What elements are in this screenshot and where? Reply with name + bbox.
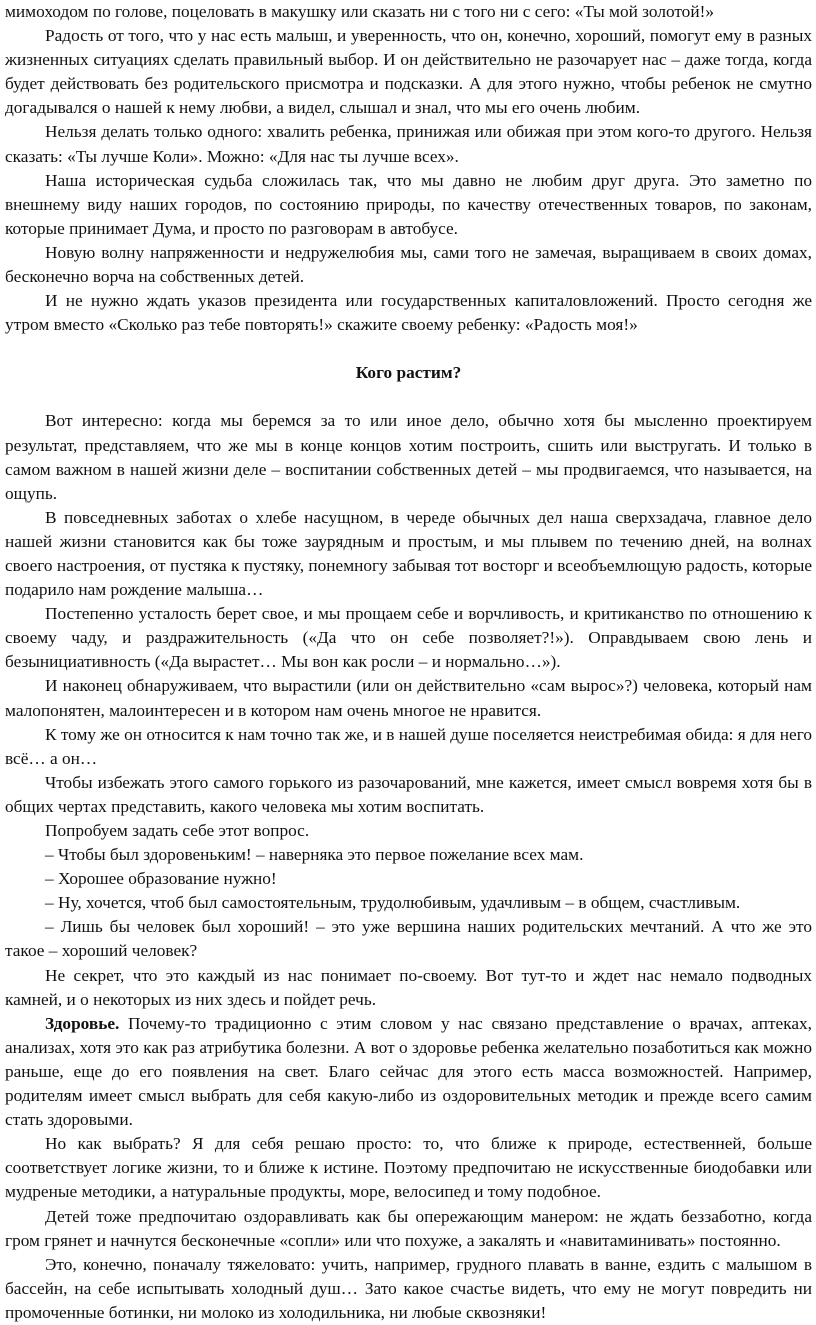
paragraph: И наконец обнаруживаем, что вырастили (или он действительно «сам вырос»?) человека, который нам малопонятен, малоинтересен и в котором нам очень многое не нравится. xyxy=(5,676,812,720)
paragraph: Постепенно усталость берет свое, и мы прощаем себе и ворчливость, и критиканство по отношению к своему чаду, и раздражительность («Да что он себе позволяет?!»). Оправдываем свою лень и безынициативность («Да вырастет… Мы вон как росли – и нормально…»). xyxy=(5,604,812,672)
paragraph: Но как выбрать? Я для себя решаю просто: то, что ближе к природе, естественней, больше соответствует логике жизни, то и ближе к истине. Поэтому предпочитаю не искусственные биодобавки или мудреные методики, а натуральные продукты, море, велосипед и тому подобное. xyxy=(5,1134,812,1202)
paragraph: Чтобы избежать этого самого горького из разочарований, мне кажется, имеет смысл вовремя хотя бы в общих чертах представить, какого человека мы хотим воспитать. xyxy=(5,772,812,816)
health-paragraph xyxy=(5,1012,812,1132)
health-text: Почему-то традиционно с этим словом у нас связано представление о врачах, аптеках, анализах, хотя это как раз атрибутика болезни. А вот о здоровье ребенка желательно позаботиться как можно раньше, еще до его появления на свет. Благо сейчас для этого есть масса возможностей. Например, родителям имеет смысл выбрать для себя какую-либо из оздоровительных методик и прежде всего самим стать здоровыми. xyxy=(5,1013,812,1130)
paragraph: Новую волну напряженности и недружелюбия мы, сами того не замечая, выращиваем в своих домах, бесконечно ворча на собственных детей. xyxy=(5,242,812,287)
paragraph: мимоходом по голове, поцеловать в макушку или сказать ни с того ни с сего: «Ты мой золотой!» xyxy=(5,2,714,21)
list-line: – Ну, хочется, чтоб был самостоятельным, трудолюбивым, удачливым – в общем, счастливым. xyxy=(45,893,741,913)
paragraph: Попробуем задать себе этот вопрос. xyxy=(45,821,310,840)
list-line: – Хорошее образование нужно! xyxy=(45,869,277,889)
paragraph: Нельзя делать только одного: хвалить ребенка, принижая или обижая при этом кого-то другого. Нельзя сказать: «Ты лучше Коли». Можно: «Для нас ты лучше всех». xyxy=(5,122,812,166)
paragraph: Не секрет, что это каждый из нас понимает по-своему. Вот тут-то и ждет нас немало подводных камней, и о некоторых из них здесь и пойдет речь. xyxy=(5,965,812,1009)
list-line: – Лишь бы человек был хороший! – это уже вершина наших родительских мечтаний. А что же это такое – хороший человек? xyxy=(5,917,812,961)
section-heading: Кого растим? xyxy=(355,363,462,383)
paragraph: Вот интересно: когда мы беремся за то или иное дело, обычно хотя бы мысленно проектируем результат, представляем, что же мы в конце концов хотим построить, сшить или выстругать. И только в самом важном в нашей жизни деле – воспитании собственных детей – мы продвигаемся, что называется, на ощупь. xyxy=(5,411,812,503)
paragraph: Наша историческая судьба сложилась так, что мы давно не любим друг друга. Это заметно по внешнему виду наших городов, по состоянию природы, по качеству отечественных товаров, по законам, которые принимает Дума, и просто по разговорам в автобусе. xyxy=(5,170,812,238)
list-line: – Чтобы был здоровеньким! – наверняка это первое пожелание всех мам. xyxy=(45,845,584,865)
paragraph: Радость от того, что у нас есть малыш, и уверенность, что он, конечно, хороший, помогут ему в разных жизненных ситуациях сделать правильный выбор. И он действительно не разочарует нас – даже тогда, когда будет действовать без родительского присмотра и подсказки. А для этого нужно, чтобы ребенок не смутно догадывался о нашей к нему любви, а видел, слышал и знал, что мы его очень любим. xyxy=(5,26,812,118)
paragraph: Детей тоже предпочитаю оздоравливать как бы опережающим манером: не ждать беззаботно, когда гром грянет и начнутся бесконечные «сопли» или что похуже, а закалять и «навитаминивать» постоянно. xyxy=(5,1206,812,1250)
paragraph: В повседневных заботах о хлебе насущном, в череде обычных дел наша сверхзадача, главное дело нашей жизни становится как бы тоже заурядным и простым, и мы плывем по течению дней, на волнах своего настроения, от пустяка к пустяку, понемногу забывая тот восторг и всеобъемлющую радость, которые подарило нам рождение малыша… xyxy=(5,507,812,600)
section-spacer xyxy=(5,385,812,409)
paragraph: И не нужно ждать указов президента или государственных капиталовложений. Просто сегодня же утром вместо «Сколько раз тебе повторять!» скажите своему ребенку: «Радость моя!» xyxy=(5,291,812,335)
health-lead: Здоровье. xyxy=(45,1013,120,1033)
paragraph: К тому же он относится к нам точно так же, и в нашей душе поселяется неистребимая обида: я для него всё… а он… xyxy=(5,724,812,768)
paragraph: Это, конечно, поначалу тяжеловато: учить, например, грудного плавать в ванне, ездить с малышом в бассейн, на себе испытывать холодный душ… Зато какое счастье видеть, что ему не могут повредить ни промоченные ботинки, ни молоко из холодильника, ни любые сквозняки! xyxy=(5,1254,812,1322)
section-spacer xyxy=(5,337,812,361)
